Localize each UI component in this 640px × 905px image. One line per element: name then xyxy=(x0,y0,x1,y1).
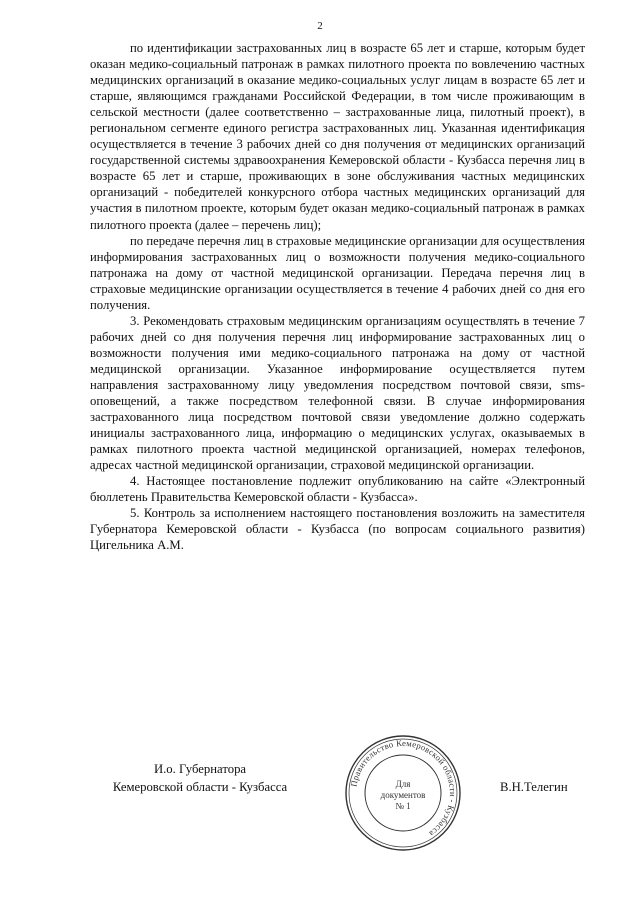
page-number: 2 xyxy=(317,20,323,32)
paragraph-identification: по идентификации застрахованных лиц в возрасте 65 лет и старше, которым будет оказан медико-социальный патронаж в рамках пилотного проекта по вовлечению частных медицинских организаций в оказание медико-социальных услуг лицам в возрасте 65 лет и старше, являющимся гражданами Российской Федерации, в том числе проживающим в сельской местности (далее соответственно – застрахованные лица, пилотный проект), в региональном сегменте единого регистра застрахованных лиц. Указанная идентификация осуществляется в течение 3 рабочих дней со дня получения от медицинских организаций государственной системы здравоохранения Кемеровской области - Кузбасса перечня лиц в возрасте 65 лет и старше, проживающих в зоне обслуживания частных медицинских организаций - победителей конкурсного отбора частных медицинских организаций для участия в пилотном проекте, которым будет оказан медико-социальный патронаж в рамках пилотного проекта (далее – перечень лиц); xyxy=(90,41,585,232)
stamp-center-line1: Для xyxy=(395,779,411,789)
paragraph-control: 5. Контроль за исполнением настоящего постановления возложить на заместителя Губернатора Кемеровской области - Кузбасса (по вопросам социального развития) Цигельника А.М. xyxy=(90,506,585,553)
stamp-seal xyxy=(343,733,463,853)
official-stamp xyxy=(343,733,463,853)
paragraph-recommend: 3. Рекомендовать страховым медицинским организациям осуществлять в течение 7 рабочих дней со дня получения перечня лиц информирование застрахованных лиц о возможности получения ими медико-социального патронажа на дому от частной медицинской организации. Указанное информирование осуществляется путем направления застрахованному лицу уведомления посредством почтовой связи, sms-оповещений, а также посредством телефонной связи. В случае информирования застрахованного лица посредством почтовой связи уведомление должно содержать инициалы застрахованного лица, информацию о медицинских услугах, оказываемых в рамках пилотного проекта частной медицинской организацией, номерах телефонов, адресах частной медицинской организации, страховой медицинской организации. xyxy=(90,313,585,473)
stamp-center-line2: документов xyxy=(380,790,426,800)
signatory-title-line2: Кемеровской области - Кузбасса xyxy=(112,780,288,794)
document-body xyxy=(90,40,585,554)
stamp-ring-text: Правительство Кемеровской области - Кузбасса xyxy=(348,737,459,840)
signatory-title-line1: И.о. Губернатора xyxy=(153,762,247,776)
signatory-name: В.Н.Телегин xyxy=(500,780,568,794)
signatory-title xyxy=(95,760,305,796)
stamp-center-line3: № 1 xyxy=(395,801,411,811)
paragraph-publication: 4. Настоящее постановление подлежит опубликованию на сайте «Электронный бюллетень Правительства Кемеровской области - Кузбасса». xyxy=(90,474,585,505)
paragraph-transfer: по передаче перечня лиц в страховые медицинские организации для осуществления информирования застрахованных лиц о возможности получения медико-социального патронажа на дому от частной медицинской организации. Передача перечня лиц в страховые медицинские организации осуществляется в течение 4 рабочих дней со дня его получения. xyxy=(90,233,585,312)
